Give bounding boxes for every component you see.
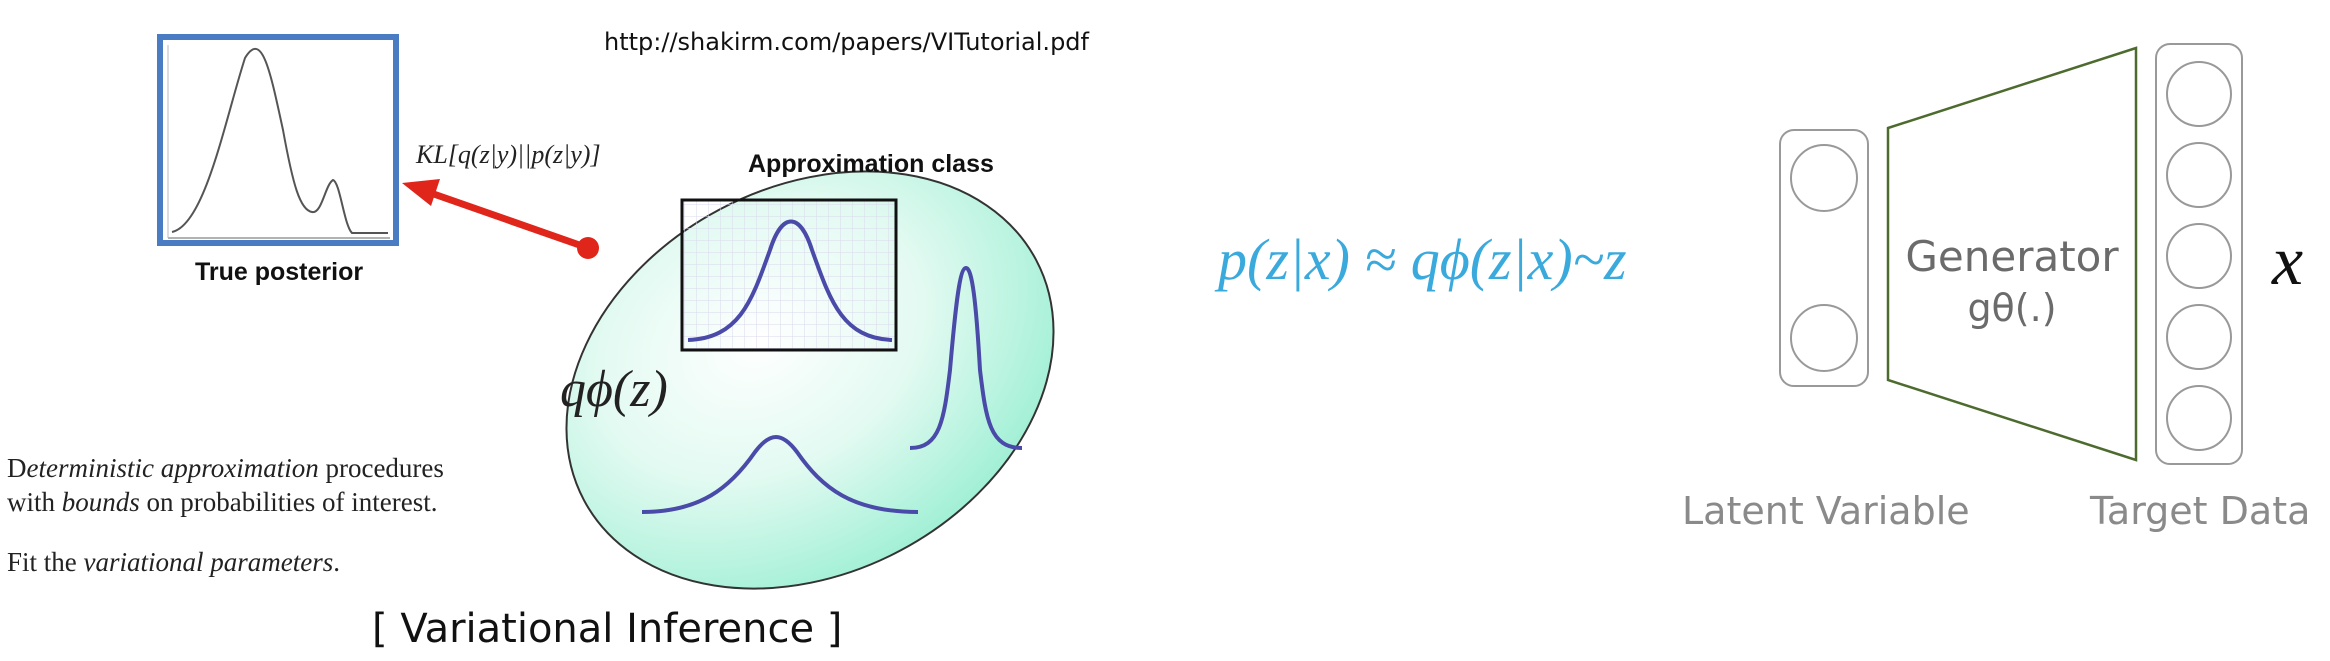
output-variable-x: x (2272, 223, 2304, 300)
kl-divergence-label: KL[q(z|y)||p(z|y)] (416, 140, 601, 169)
formula: p(z|x) ≈ qϕ(z|x)~z (1218, 227, 1627, 292)
generator-function-label: gθ(.) (1967, 286, 2057, 330)
target-node (2167, 62, 2231, 126)
latent-node (1791, 145, 1857, 211)
kl-arrowhead (402, 179, 440, 206)
target-node (2167, 143, 2231, 207)
target-node (2167, 386, 2231, 450)
target-node (2167, 305, 2231, 369)
variational-inference-caption: [ Variational Inference ] (372, 606, 843, 652)
target-data-caption: Target Data (2090, 489, 2311, 533)
description-line-1: Deterministic approximation procedures (7, 453, 444, 483)
q-phi-label: qϕ(z) (560, 361, 668, 418)
true-posterior-frame (160, 37, 396, 243)
source-url: http://shakirm.com/papers/VITutorial.pdf (604, 28, 1089, 56)
approximation-class-label: Approximation class (748, 150, 994, 178)
latent-variable-caption: Latent Variable (1682, 489, 1970, 533)
kl-arrow (428, 192, 588, 248)
latent-node (1791, 305, 1857, 371)
kl-arrow-tail (577, 237, 599, 259)
true-posterior-label: True posterior (195, 258, 364, 286)
description-line-3: Fit the variational parameters. (7, 547, 341, 577)
target-node (2167, 224, 2231, 288)
description-line-2: with bounds on probabilities of interest. (7, 487, 438, 517)
generator-label: Generator (1905, 232, 2119, 281)
